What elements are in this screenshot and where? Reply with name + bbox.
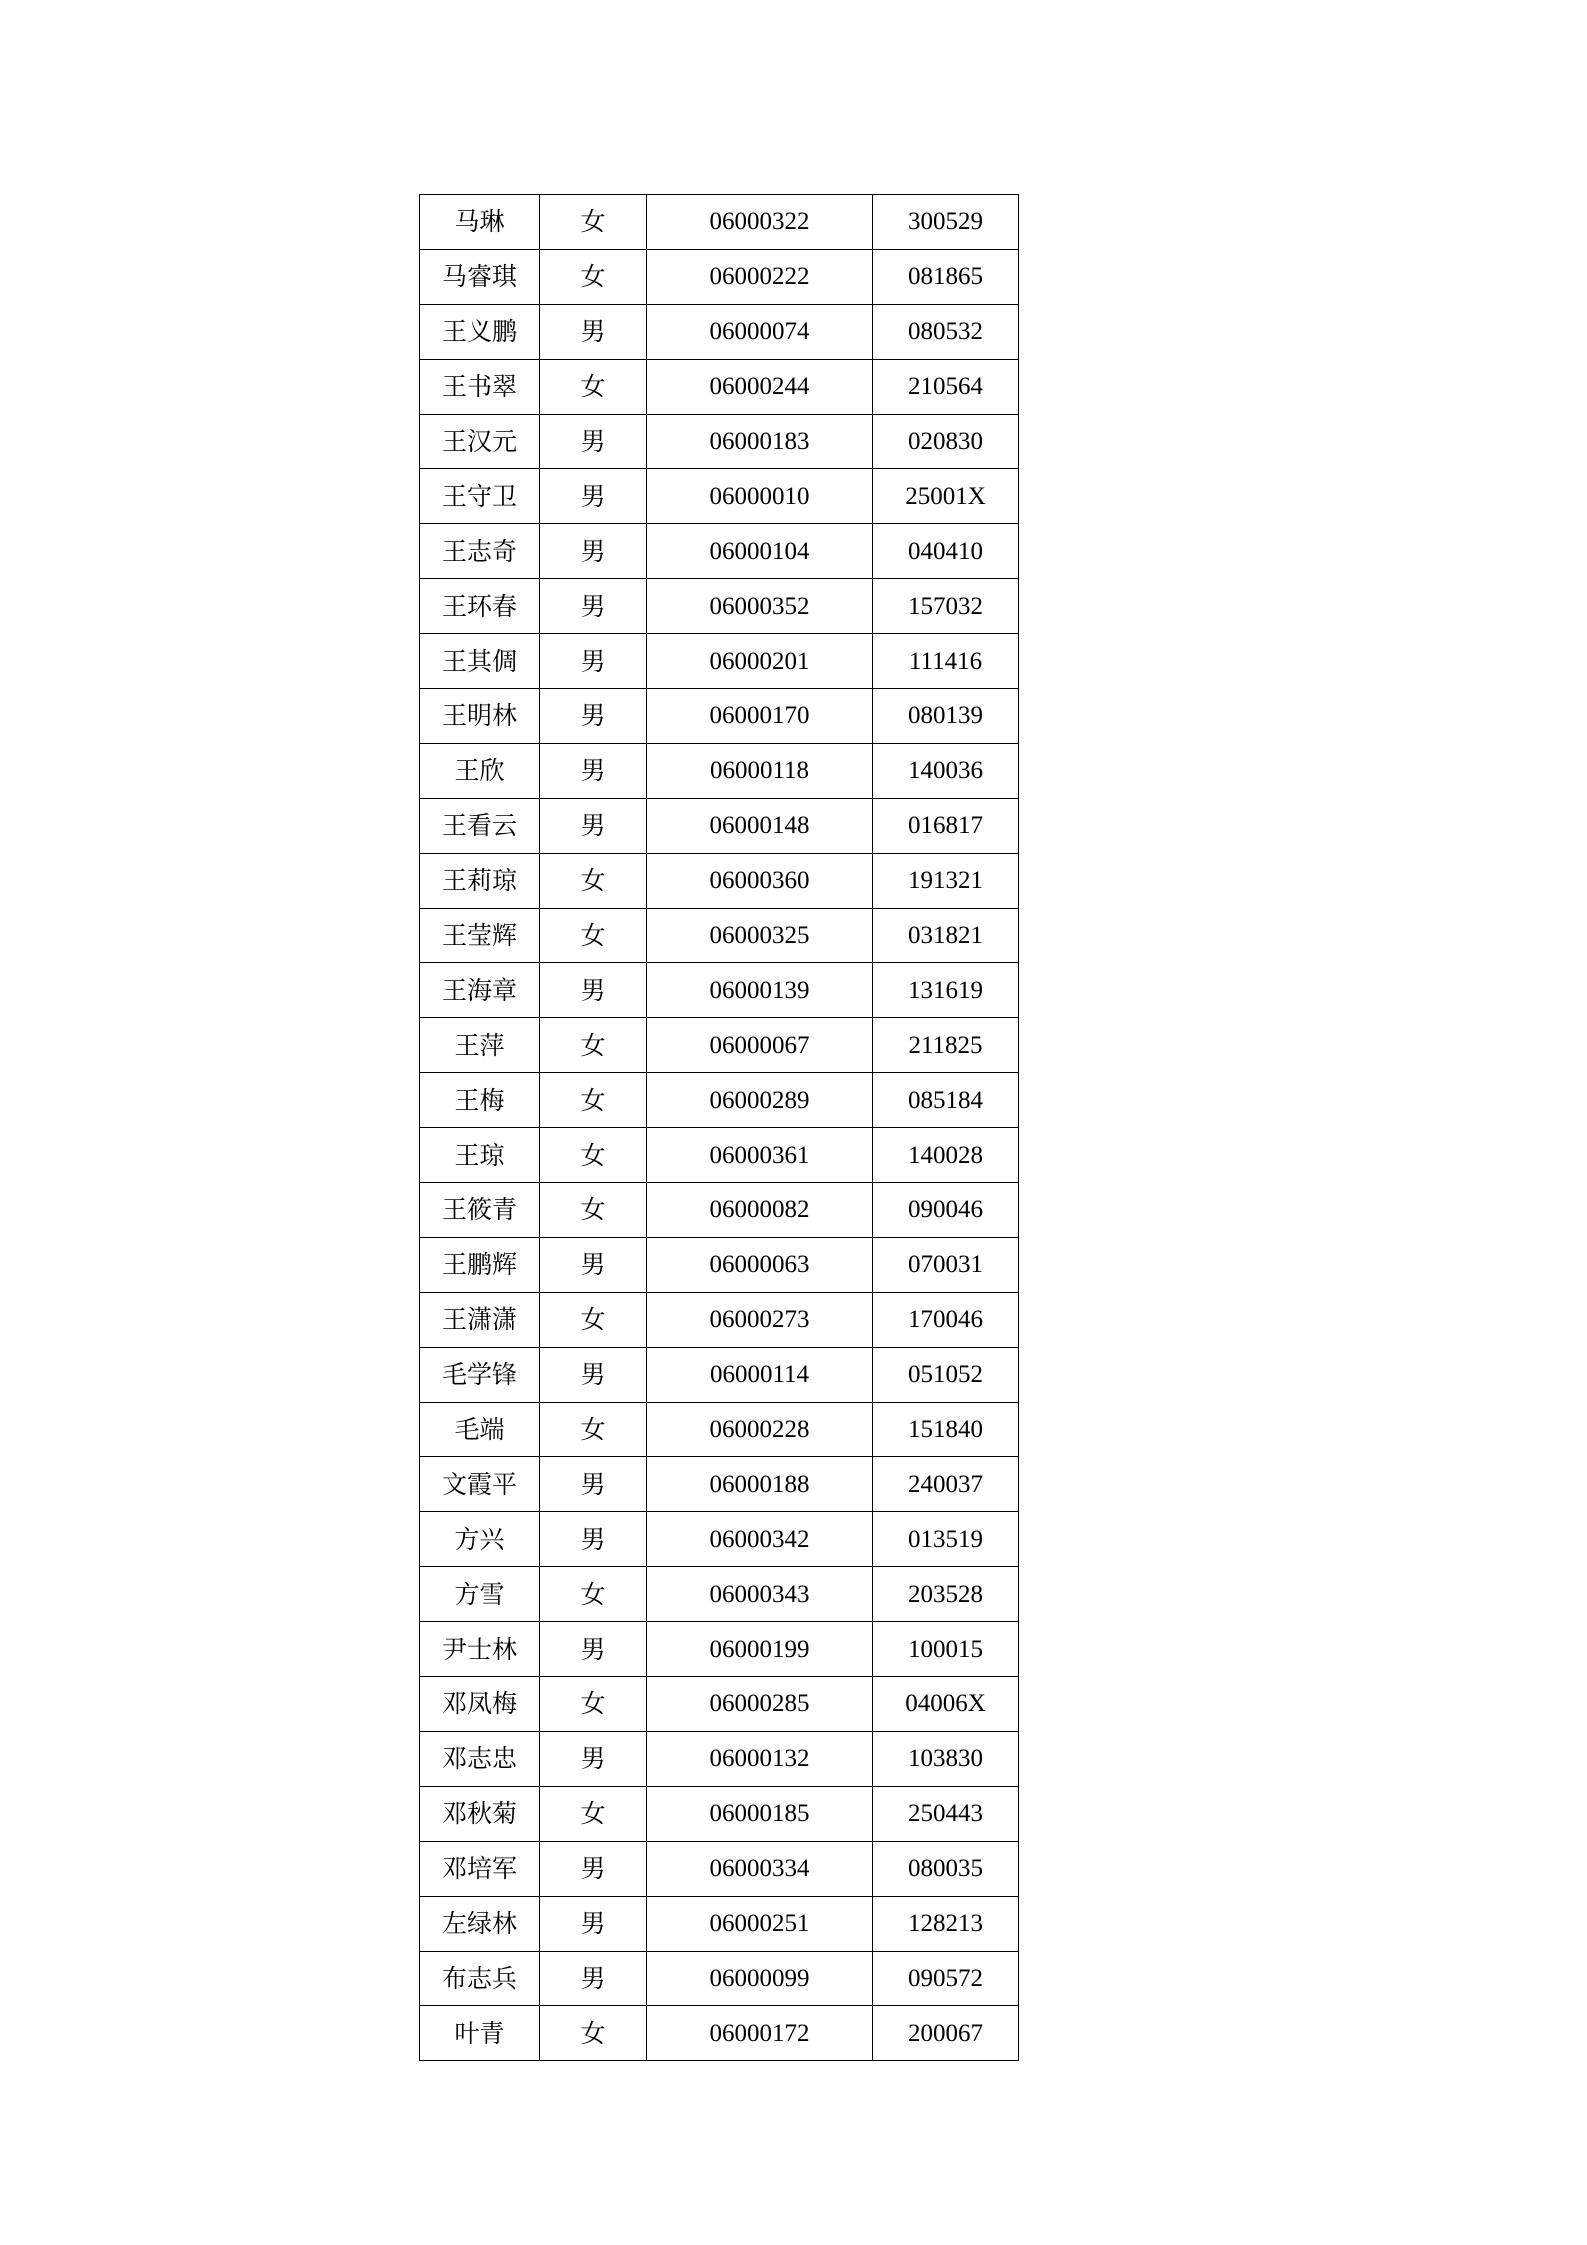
name-cell: 尹士林 xyxy=(420,1622,540,1677)
name-cell: 王汉元 xyxy=(420,414,540,469)
name-cell: 王守卫 xyxy=(420,469,540,524)
id-number-cell: 06000201 xyxy=(647,634,873,689)
gender-cell: 女 xyxy=(540,1402,647,1457)
table-row xyxy=(420,524,1019,579)
table-row xyxy=(420,1018,1019,1073)
id-number-cell: 06000183 xyxy=(647,414,873,469)
name-cell: 王琼 xyxy=(420,1128,540,1183)
code-cell: 250443 xyxy=(873,1786,1019,1841)
code-cell: 211825 xyxy=(873,1018,1019,1073)
code-cell: 140036 xyxy=(873,743,1019,798)
name-cell: 文霞平 xyxy=(420,1457,540,1512)
name-cell: 毛端 xyxy=(420,1402,540,1457)
gender-cell: 男 xyxy=(540,469,647,524)
name-cell: 邓秋菊 xyxy=(420,1786,540,1841)
table-row xyxy=(420,469,1019,524)
id-number-cell: 06000099 xyxy=(647,1951,873,2006)
code-cell: 157032 xyxy=(873,579,1019,634)
gender-cell: 女 xyxy=(540,195,647,250)
table-row xyxy=(420,1347,1019,1402)
gender-cell: 男 xyxy=(540,1347,647,1402)
table-row xyxy=(420,579,1019,634)
name-cell: 王看云 xyxy=(420,798,540,853)
gender-cell: 女 xyxy=(540,359,647,414)
gender-cell: 女 xyxy=(540,1677,647,1732)
id-number-cell: 06000063 xyxy=(647,1237,873,1292)
gender-cell: 男 xyxy=(540,1457,647,1512)
name-cell: 王环春 xyxy=(420,579,540,634)
table-row xyxy=(420,1841,1019,1896)
code-cell: 080532 xyxy=(873,304,1019,359)
gender-cell: 男 xyxy=(540,1622,647,1677)
id-number-cell: 06000074 xyxy=(647,304,873,359)
code-cell: 200067 xyxy=(873,2006,1019,2061)
id-number-cell: 06000170 xyxy=(647,689,873,744)
id-number-cell: 06000104 xyxy=(647,524,873,579)
table-row xyxy=(420,1512,1019,1567)
code-cell: 210564 xyxy=(873,359,1019,414)
id-number-cell: 06000273 xyxy=(647,1292,873,1347)
code-cell: 051052 xyxy=(873,1347,1019,1402)
table-row xyxy=(420,1183,1019,1238)
code-cell: 103830 xyxy=(873,1731,1019,1786)
table-row xyxy=(420,634,1019,689)
gender-cell: 女 xyxy=(540,1018,647,1073)
table-row xyxy=(420,304,1019,359)
code-cell: 090572 xyxy=(873,1951,1019,2006)
gender-cell: 男 xyxy=(540,1512,647,1567)
table-row xyxy=(420,1567,1019,1622)
table-row xyxy=(420,853,1019,908)
code-cell: 04006X xyxy=(873,1677,1019,1732)
code-cell: 131619 xyxy=(873,963,1019,1018)
gender-cell: 男 xyxy=(540,689,647,744)
code-cell: 151840 xyxy=(873,1402,1019,1457)
table-row xyxy=(420,798,1019,853)
code-cell: 031821 xyxy=(873,908,1019,963)
id-number-cell: 06000222 xyxy=(647,249,873,304)
gender-cell: 女 xyxy=(540,1073,647,1128)
name-cell: 毛学锋 xyxy=(420,1347,540,1402)
gender-cell: 女 xyxy=(540,1786,647,1841)
gender-cell: 男 xyxy=(540,414,647,469)
code-cell: 203528 xyxy=(873,1567,1019,1622)
id-number-cell: 06000352 xyxy=(647,579,873,634)
table-row xyxy=(420,1237,1019,1292)
gender-cell: 女 xyxy=(540,1128,647,1183)
gender-cell: 男 xyxy=(540,1951,647,2006)
name-cell: 王其倜 xyxy=(420,634,540,689)
id-number-cell: 06000067 xyxy=(647,1018,873,1073)
name-cell: 王莹辉 xyxy=(420,908,540,963)
gender-cell: 男 xyxy=(540,579,647,634)
name-cell: 叶青 xyxy=(420,2006,540,2061)
table-row xyxy=(420,359,1019,414)
gender-cell: 男 xyxy=(540,1237,647,1292)
name-cell: 王书翠 xyxy=(420,359,540,414)
code-cell: 170046 xyxy=(873,1292,1019,1347)
table-row xyxy=(420,1622,1019,1677)
name-cell: 王潇潇 xyxy=(420,1292,540,1347)
table-row xyxy=(420,195,1019,250)
code-cell: 25001X xyxy=(873,469,1019,524)
name-cell: 王鹏辉 xyxy=(420,1237,540,1292)
code-cell: 100015 xyxy=(873,1622,1019,1677)
gender-cell: 女 xyxy=(540,853,647,908)
gender-cell: 男 xyxy=(540,743,647,798)
id-number-cell: 06000244 xyxy=(647,359,873,414)
id-number-cell: 06000360 xyxy=(647,853,873,908)
name-cell: 王萍 xyxy=(420,1018,540,1073)
name-cell: 方兴 xyxy=(420,1512,540,1567)
name-cell: 马睿琪 xyxy=(420,249,540,304)
table-row xyxy=(420,1292,1019,1347)
id-number-cell: 06000114 xyxy=(647,1347,873,1402)
id-number-cell: 06000139 xyxy=(647,963,873,1018)
code-cell: 240037 xyxy=(873,1457,1019,1512)
name-cell: 邓培军 xyxy=(420,1841,540,1896)
code-cell: 040410 xyxy=(873,524,1019,579)
gender-cell: 女 xyxy=(540,2006,647,2061)
name-cell: 王梅 xyxy=(420,1073,540,1128)
table-row xyxy=(420,1073,1019,1128)
gender-cell: 男 xyxy=(540,798,647,853)
gender-cell: 男 xyxy=(540,634,647,689)
code-cell: 080035 xyxy=(873,1841,1019,1896)
table-row xyxy=(420,963,1019,1018)
id-number-cell: 06000289 xyxy=(647,1073,873,1128)
id-number-cell: 06000132 xyxy=(647,1731,873,1786)
name-cell: 王莉琼 xyxy=(420,853,540,908)
id-number-cell: 06000185 xyxy=(647,1786,873,1841)
name-cell: 王义鹏 xyxy=(420,304,540,359)
id-number-cell: 06000118 xyxy=(647,743,873,798)
code-cell: 191321 xyxy=(873,853,1019,908)
id-number-cell: 06000010 xyxy=(647,469,873,524)
name-cell: 王欣 xyxy=(420,743,540,798)
roster-table-body xyxy=(420,195,1019,2061)
id-number-cell: 06000082 xyxy=(647,1183,873,1238)
table-row xyxy=(420,1731,1019,1786)
table-row xyxy=(420,1402,1019,1457)
id-number-cell: 06000285 xyxy=(647,1677,873,1732)
gender-cell: 女 xyxy=(540,1292,647,1347)
id-number-cell: 06000199 xyxy=(647,1622,873,1677)
gender-cell: 男 xyxy=(540,1896,647,1951)
table-row xyxy=(420,908,1019,963)
gender-cell: 男 xyxy=(540,1841,647,1896)
code-cell: 090046 xyxy=(873,1183,1019,1238)
code-cell: 070031 xyxy=(873,1237,1019,1292)
id-number-cell: 06000322 xyxy=(647,195,873,250)
gender-cell: 男 xyxy=(540,524,647,579)
gender-cell: 女 xyxy=(540,908,647,963)
id-number-cell: 06000361 xyxy=(647,1128,873,1183)
table-row xyxy=(420,249,1019,304)
code-cell: 111416 xyxy=(873,634,1019,689)
id-number-cell: 06000172 xyxy=(647,2006,873,2061)
name-cell: 布志兵 xyxy=(420,1951,540,2006)
table-row xyxy=(420,1457,1019,1512)
id-number-cell: 06000325 xyxy=(647,908,873,963)
id-number-cell: 06000228 xyxy=(647,1402,873,1457)
name-cell: 王志奇 xyxy=(420,524,540,579)
code-cell: 013519 xyxy=(873,1512,1019,1567)
table-row xyxy=(420,1896,1019,1951)
name-cell: 王明林 xyxy=(420,689,540,744)
id-number-cell: 06000343 xyxy=(647,1567,873,1622)
name-cell: 邓凤梅 xyxy=(420,1677,540,1732)
gender-cell: 女 xyxy=(540,249,647,304)
code-cell: 085184 xyxy=(873,1073,1019,1128)
name-cell: 王海章 xyxy=(420,963,540,1018)
gender-cell: 男 xyxy=(540,1731,647,1786)
table-row xyxy=(420,1951,1019,2006)
id-number-cell: 06000188 xyxy=(647,1457,873,1512)
code-cell: 016817 xyxy=(873,798,1019,853)
id-number-cell: 06000342 xyxy=(647,1512,873,1567)
gender-cell: 男 xyxy=(540,304,647,359)
gender-cell: 男 xyxy=(540,963,647,1018)
name-cell: 王筱青 xyxy=(420,1183,540,1238)
id-number-cell: 06000148 xyxy=(647,798,873,853)
table-row xyxy=(420,1677,1019,1732)
table-row xyxy=(420,414,1019,469)
code-cell: 020830 xyxy=(873,414,1019,469)
table-row xyxy=(420,689,1019,744)
table-row xyxy=(420,1786,1019,1841)
code-cell: 080139 xyxy=(873,689,1019,744)
id-number-cell: 06000334 xyxy=(647,1841,873,1896)
code-cell: 300529 xyxy=(873,195,1019,250)
table-row xyxy=(420,1128,1019,1183)
id-number-cell: 06000251 xyxy=(647,1896,873,1951)
gender-cell: 女 xyxy=(540,1567,647,1622)
name-cell: 方雪 xyxy=(420,1567,540,1622)
table-row xyxy=(420,2006,1019,2061)
name-cell: 左绿林 xyxy=(420,1896,540,1951)
name-cell: 邓志忠 xyxy=(420,1731,540,1786)
gender-cell: 女 xyxy=(540,1183,647,1238)
table-row xyxy=(420,743,1019,798)
roster-table xyxy=(419,194,1019,2061)
name-cell: 马琳 xyxy=(420,195,540,250)
code-cell: 128213 xyxy=(873,1896,1019,1951)
code-cell: 140028 xyxy=(873,1128,1019,1183)
code-cell: 081865 xyxy=(873,249,1019,304)
